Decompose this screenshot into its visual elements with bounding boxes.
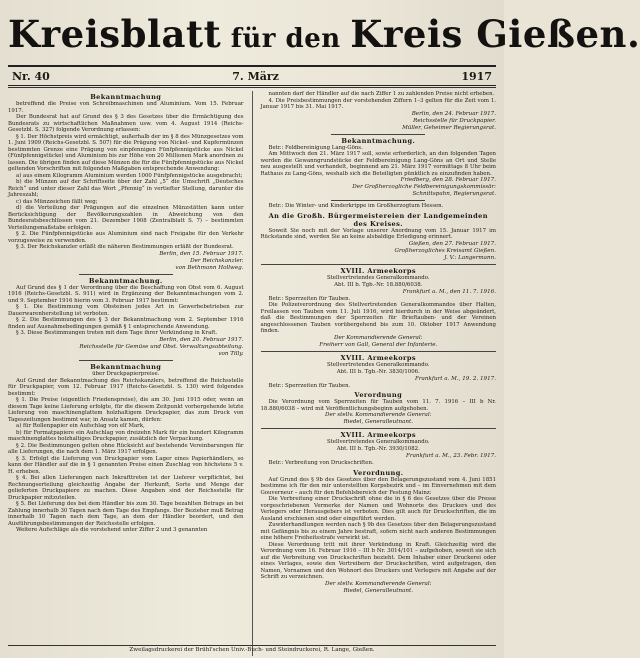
paragraph: Auf Grund des § 1 der Verordnung über die Beschaffung von Obst vom 6. August 1916 (Reichs-Gesetzbl. S. 911) wird in Ergänzung der Bekanntmachungen vom 2. und 9. September 1916 hierin vom 3. Februar 1917 bestimmt: bbox=[8, 284, 244, 304]
section-rule bbox=[261, 351, 497, 352]
paragraph: c) das Münzzeichen fällt weg; bbox=[16, 198, 98, 205]
paragraph: Betr.: Sperrzeiten für Tauben. bbox=[268, 382, 351, 389]
signature-line: Riedel, Generalleutnant. bbox=[343, 587, 414, 594]
issue-number: Nr. 40 bbox=[12, 69, 50, 83]
signature-line: Berlin, den 20. Februar 1917. bbox=[159, 336, 244, 343]
paragraph: § 4. Bei allen Lieferungen nach Inkrafttreten ist der Lieferer verpflichtet, bei Rechnungserteilung gleichzeitig Angabe der Herkunft, Sorte und Menge der gelieferten Druckpapiere zu machen. Diese Angaben sind der Reichsstelle für Druckpapier mitzuteilen. bbox=[8, 475, 244, 501]
paragraph: Auf Grund der Bekanntmachung des Reichskanzlers, betreffend die Reichsstelle für Druckpapier, vom 12. Februar 1917 (Reichs-Gesetzbl. S. 130) wird folgendes bestimmt: bbox=[8, 377, 244, 397]
paragraph: § 5. Bei Lieferung des bei dem Händler bis zum 30. Tage bezahlten Betrags an bei Zahlung innerhalb 30 Tagen nach dem Tage des Empfangs. Der Bezieher muß Betrag innerhalb 10 Tagen nach dem Tage, an dem der Händler beordert, und den Ausführungsbestimmungen der Reichsstelle erfolgen. bbox=[8, 501, 244, 527]
signature-line: Der stellv. Kommandierende General: bbox=[324, 580, 432, 587]
paragraph: Betr.: Sperrzeiten für Tauben. bbox=[268, 295, 351, 302]
section-heading: Bekanntmachung bbox=[90, 93, 162, 101]
section-rule bbox=[79, 274, 173, 275]
section-heading: Verordnung. bbox=[353, 468, 404, 477]
signature-line: Großherzogliches Kreisamt Gießen. bbox=[394, 247, 497, 254]
signature-line: Berlin, den 24. Februar 1917. bbox=[411, 110, 497, 117]
signature-line: Friedberg, den 28. Februar 1917. bbox=[400, 177, 497, 183]
signature-line: Der Kommandierende General: bbox=[334, 334, 423, 341]
paragraph: § 2. Die Fünfpfennigstücke aus Aluminium sind nach Freigabe für den Verkehr vorzugsweise zu verwenden. bbox=[8, 231, 244, 244]
paragraph: d) die Verteilung der Prägungen auf die einzelnen Münzstätten kann unter Berücksichtigung der Bevölkerungszahlen in Abweichung von den Bundesratsbeschlüssen vom 21. Dezember 1908 (Zentralblatt S. 7) – bestimmten Verteilungsmaßstabe erfolgen. bbox=[8, 205, 244, 231]
section-heading: An die Großh. Bürgermeistereien der Landgemeinden des Kreises. bbox=[268, 211, 488, 228]
section-heading: Bekanntmachung. bbox=[341, 136, 416, 145]
paragraph: Die Verordnung vom Sperrzeiten für Tauben vom 11. 7. 1916 – III b Nr. 18.880/6038 – wird mit Veröffentlichungsbeginn aufgehoben. bbox=[260, 399, 497, 412]
left-column bbox=[8, 91, 244, 656]
right-column bbox=[261, 91, 497, 656]
section-heading: Bekanntmachung bbox=[90, 362, 162, 371]
section-rule bbox=[331, 134, 425, 135]
signature-line: Berlin, den 15. Februar 1917. bbox=[159, 250, 244, 257]
paragraph: Die Verbreitung einer Druckschrift ohne die in § 6 des Gesetzes über die Presse vorgeschriebenen Vermerke der Namen und Wohnorte des Druckers und des Verlegers oder Herausgebers ist verboten. Dies gilt auch für Druckschriften, die im Ausland erschienen sind oder eingeführt werden. bbox=[260, 496, 497, 522]
section-rule bbox=[261, 428, 497, 429]
paragraph: Betr.: Verbreitung von Druckschriften. bbox=[268, 460, 374, 466]
signature-line: Gießen, den 27. Februar 1917. bbox=[408, 240, 497, 247]
masthead-word-fuer-den: für den bbox=[221, 24, 351, 54]
section-rule bbox=[331, 200, 425, 201]
section-rule bbox=[261, 264, 497, 265]
paragraph: Weitere Aufschläge als die vorstehend unter Ziffer 2 und 3 genannten bbox=[16, 527, 208, 533]
section-subheading: Abt. III b. Tgb.-Nr. 3830/1006. bbox=[336, 368, 420, 375]
signature-line: Reichsstelle für Druckpapier. bbox=[413, 117, 497, 124]
paragraph: § 3. Erfolgt die Lieferung von Druckpapier vom Lager eines Papierhändlers, so kann der Händler auf die in § 1 genannten Preise einen Zuschlag von höchstens 5 v. H. erheben. bbox=[8, 455, 244, 475]
section-heading: XVIII. Armeekorps bbox=[340, 266, 417, 275]
header-rule bbox=[8, 87, 496, 88]
signature-line: Der stellv. Kommandierende General: bbox=[324, 412, 432, 418]
paragraph: Betr.: Die Winter- und Kinderkrippe im Großherzogtum Hessen. bbox=[268, 203, 444, 209]
paragraph: § 2. Die Bestimmungen gelten ohne Rücksicht auf bestehende Vereinbarungen für alle Lieferungen, die nach dem 1. März 1917 erfolgen. bbox=[8, 442, 244, 455]
article-columns bbox=[8, 91, 496, 656]
signature-line: Freiherr von Gall, General der Infanterie. bbox=[319, 341, 438, 348]
paragraph: 4. Die Preisbestimmungen der vorstehenden Ziffern 1–3 gelten für die Zeit vom 1. Januar 1917 bis 31. Mai 1917. bbox=[260, 97, 497, 110]
paragraph: Die Polizeiverordnung des Stellvertretenden Generalkommandos über Halten, Freilassen von Tauben vom 11. Juli 1916, wird hierdurch in der Weise abgeändert, daß die Bestimmungen der Sperrzeiten für Brieftauben- und der Vereinen angeschlossenen Tauben vorübergehend bis zum 10. Oktober 1917 Anwendung finden. bbox=[260, 302, 497, 334]
section-subheading: Stellvertretendes Generalkommando. bbox=[326, 439, 430, 445]
paragraph: § 1. Die Preise (eigentlich Friedenspreise), die am 30. Juni 1915 oder, wenn an diesem Tage keine Lieferung erfolgte, für die diesem Zeitpunkt vorhergehende letzte Lieferung von maschinenglattem holzhaltigem Druckpapier, das zum Druck von Tageszeitungen bestimmt war, in Ansatz kamen, dürfen: bbox=[8, 397, 244, 423]
paragraph: Zuwiderhandlungen werden nach § 9b des Gesetzes über den Belagerungszustand mit Gefängnis bis zu einem Jahre bestraft, sofern nicht nach anderen Bestimmungen eine höhere Freiheitsstrafe verwirkt ist. bbox=[260, 522, 497, 541]
issue-year: 1917 bbox=[461, 69, 492, 83]
paragraph: § 2. Die Bestimmungen des § 3 der Bekanntmachung vom 2. September 1916 finden auf Ausnahmebedingungen gemäß § 1 entsprechende Anwendung. bbox=[8, 317, 244, 330]
section-heading: XVIII. Armeekorps bbox=[340, 431, 417, 439]
signature-line: Schnittspahn, Regierungsrat. bbox=[412, 191, 497, 197]
section-subheading: Stellvertretendes Generalkommando. bbox=[326, 361, 430, 368]
column-divider bbox=[252, 91, 253, 656]
section-heading: XVIII. Armeekorps bbox=[340, 353, 417, 362]
section-subheading: über Druckpapierpreise. bbox=[92, 370, 160, 377]
signature-line: J. V.: Langermann. bbox=[444, 254, 497, 261]
signature-line: Riedel, Generalleutnant. bbox=[343, 419, 414, 425]
signature-line: Müller, Geheimer Regierungsrat. bbox=[402, 124, 497, 131]
paragraph: § 3. Der Reichskanzler erläßt die näheren Bestimmungen erläßt der Bundesrat. bbox=[16, 244, 234, 250]
masthead-word-kreis-giessen: Kreis Gießen. bbox=[350, 12, 640, 56]
section-subheading: Stellvertretendes Generalkommando. bbox=[326, 274, 430, 281]
paragraph: Betr.: Feldbereinigung Lang-Göns. bbox=[268, 144, 363, 151]
signature-line: von Tilly. bbox=[218, 350, 244, 357]
paragraph: Am Mittwoch den 21. März 1917 soll, sowie erforderlich, an den folgenden Tagen werden die Gewanngrundstücke der Feldbereinigung Lang-Göns an Ort und Stelle neu ausgestellt und verhandelt, beginnend am 21. März 1917 vormittags 8 Uhr beim Rathaus zu Lang-Göns, weshalb sich die Beteiligten pünktlich zu einzufinden haben. bbox=[260, 151, 497, 177]
paragraph: a) für Rollenpapier ein Aufschlag von elf Mark, bbox=[16, 423, 145, 429]
issue-bar bbox=[8, 65, 496, 86]
signature-line: Frankfurt a. M., 23. Febr. 1917. bbox=[406, 453, 497, 459]
paragraph: b) für Formatpapiere ein Aufschlag von dreizehn Mark für ein hundert Kilogramm maschinenglattes holzhaltiges Druckpapier, zusätzlich der Verpackung. bbox=[8, 429, 244, 442]
signature-line: Reichsstelle für Gemüse und Obst. Verwaltungsabteilung. bbox=[79, 343, 244, 350]
section-subheading: Abt. III b. Tgb.-Nr. 3930/1082. bbox=[336, 446, 420, 452]
signature-line: Frankfurt a. M., 19. 2. 1917. bbox=[415, 375, 497, 382]
paragraph: § 1. Die Bestimmung vom Obsteinen jedes Art in Gewerbebetrieben zur Dauerwarenherstellung ist verboten. bbox=[8, 304, 244, 317]
paragraph: betreffend die Preise von Schreibmaschinen und Aluminium. Vom 15. Februar 1917. bbox=[8, 101, 244, 114]
section-heading: Verordnung bbox=[354, 391, 403, 399]
paragraph: § 1. Der Höchstpreis wird ermächtigt, außerhalb der im § 8 des Münzgesetzes vom 1. Juni 1909 (Reichs-Gesetzbl. S. 507) für die Prägung von Nickel- und Kupfermünzen bestimmten Grenze eine Prägung von einpfennigen Fünfpfennigstücke aus Nickel (Fünfpfennigstücke) und Aluminium bis zur Höhe von 20 Millionen Mark anordnen zu lassen. Die übrigen finden auf diese Münzen die für die Fünfpfennigstücke aus Nickel geltenden Vorschriften mit folgenden Maßgaben entsprechende Anwendung: bbox=[8, 133, 244, 172]
section-subheading: Abt. III b. Tgb.-Nr. 18.880/6038. bbox=[334, 281, 423, 288]
masthead-word-kreisblatt: Kreisblatt bbox=[8, 12, 222, 56]
printer-imprint: Zweilagsdruckerei der Brühl'schen Univ.-Buch- und Steindruckerei, R. Lange, Gießen. bbox=[8, 645, 496, 654]
paragraph: a) aus einem Kilogramm Aluminium werden 1000 Fünfpfennigstücke ausgebracht; bbox=[16, 172, 243, 179]
paragraph: Diese Verordnung tritt mit ihrer Verkündung in Kraft. Gleichzeitig wird die Verordnung vom 16. Februar 1916 – III b Nr. 3014/101 – aufgehoben, soweit sie sich auf die Verbreitung von Druckschriften bezieht. Dem Inhaber einer Druckerei oder eines Verlages, sowie den Vertreibern der Druckschriften, wird aufgetragen, den Namen, Vornamen und den Wohnort des Druckers und Verlegers mit Angabe auf der Schrift zu verzeichnen. bbox=[260, 541, 497, 580]
signature-line: Frankfurt a. M., den 11. 7. 1916. bbox=[402, 288, 497, 295]
paragraph: b) die Münzen auf der Schriftseite über der Zahl „5“ die Umschrift „Deutsches Reich“ und unter dieser Zahl das Wort „Pfennig“ in vertiefter Stellung, darunter die Jahreszahl; bbox=[8, 179, 244, 198]
section-rule bbox=[79, 360, 173, 361]
paragraph: § 3. Diese Bestimmungen treten mit dem Tage ihrer Verkündung in Kraft. bbox=[16, 330, 218, 336]
masthead-title bbox=[8, 12, 640, 61]
signature-line: Der Großherzogliche Feldbereinigungskommissär: bbox=[352, 184, 497, 190]
signature-line: Der Reichskanzler. bbox=[190, 257, 244, 264]
paragraph: nannten darf der Händler auf die nach Ziffer 1 zu zahlenden Preise nicht erheben. bbox=[268, 91, 495, 97]
signature-line: von Bethmann Hollweg. bbox=[175, 264, 244, 271]
paragraph: Der Bundesrat hat auf Grund des § 3 des Gesetzes über die Ermächtigung des Bundesrats zu wirtschaftlichen Maßnahmen usw. vom 4. August 1914 (Reichs-Gesetzbl. S. 327) folgende Verordnung erlassen: bbox=[8, 114, 244, 133]
paragraph: Auf Grund des § 9b des Gesetzes über den Belagerungszustand vom 4. Juni 1851 bestimme ich für den mir unterstellten Korpsbezirk und – im Einvernehmen mit dem Gouverneur – auch für den Befehlsbereich der Festung Mainz: bbox=[260, 476, 497, 496]
issue-date: 7. März bbox=[232, 69, 279, 83]
paragraph: Soweit Sie noch mit der Vorlage unserer Anordnung vom 15. Januar 1917 im Rückstande sind, werden Sie an keine alsbaldige Erledigung erinnert. bbox=[260, 227, 497, 240]
section-heading: Bekanntmachung. bbox=[88, 276, 163, 285]
